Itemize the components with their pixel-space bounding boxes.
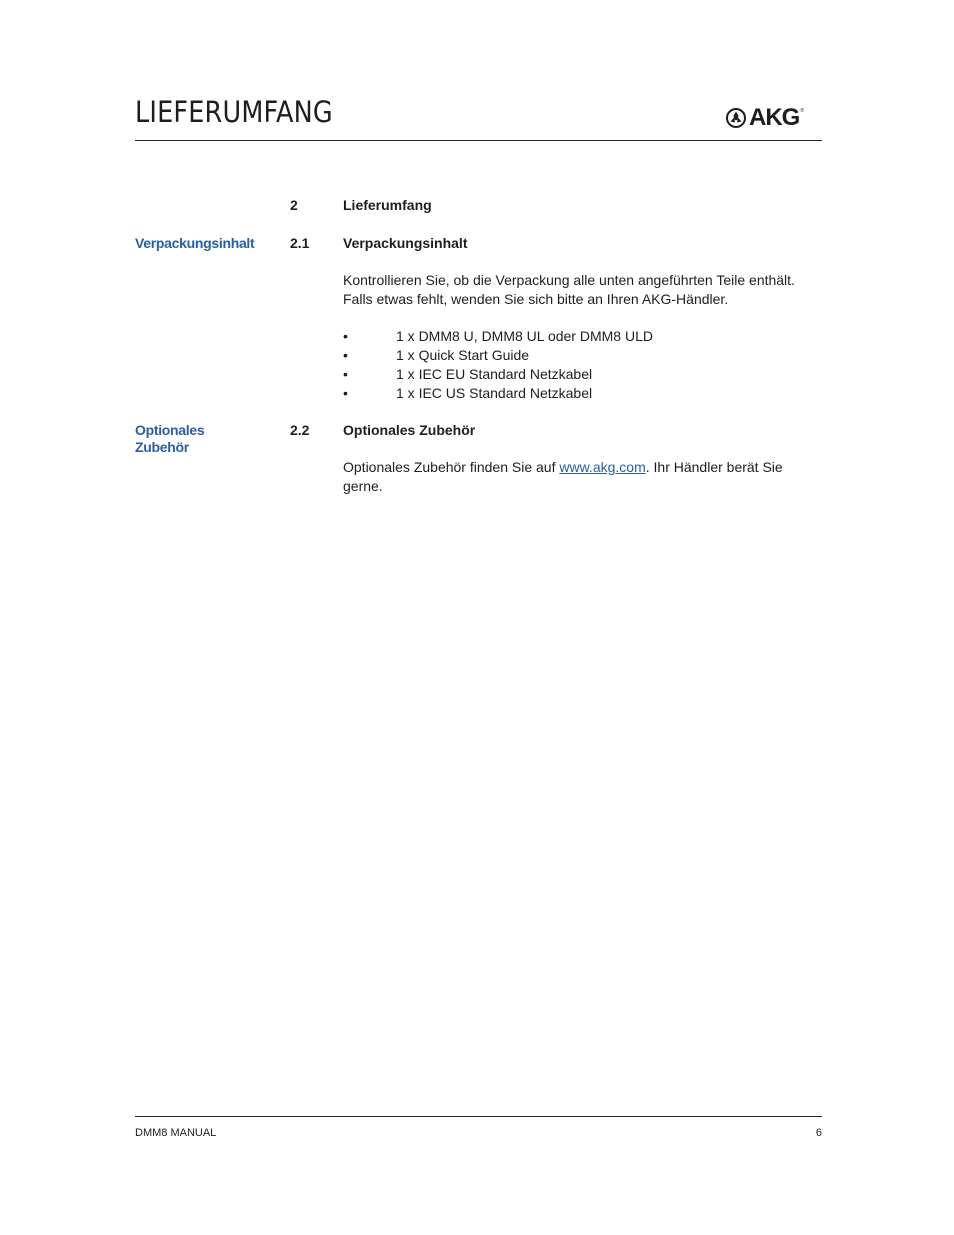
list-item-text: 1 x IEC EU Standard Netzkabel xyxy=(396,366,593,382)
contents-list xyxy=(343,327,653,403)
footer-rule xyxy=(135,1116,822,1117)
header-rule xyxy=(135,140,822,141)
list-item-text: 1 x IEC US Standard Netzkabel xyxy=(396,385,593,401)
list-item xyxy=(343,327,653,346)
footer-manual-title: DMM8 MANUAL xyxy=(135,1127,217,1139)
subsection-1-number: 2.1 xyxy=(290,235,310,251)
akg-website-link[interactable]: www.akg.com xyxy=(559,459,646,475)
page-number: 6 xyxy=(815,1127,822,1139)
side-label-line: Zubehör xyxy=(135,439,189,455)
list-item-text: 1 x Quick Start Guide xyxy=(396,347,530,363)
bullet: • xyxy=(343,328,348,344)
section-heading: Lieferumfang xyxy=(343,197,432,213)
subsection-2-heading: Optionales Zubehör xyxy=(343,422,476,438)
list-item xyxy=(343,365,653,384)
section-number: 2 xyxy=(290,197,298,213)
subsection-2-paragraph xyxy=(343,458,798,496)
subsection-1-heading: Verpackungsinhalt xyxy=(343,235,468,251)
subsection-2-number: 2.2 xyxy=(290,422,310,438)
page-title: LIEFERUMFANG xyxy=(135,95,333,129)
paragraph-text: . Ihr Händler berät Sie gerne. xyxy=(343,459,783,494)
side-label-line: Optionales xyxy=(135,422,205,438)
list-item xyxy=(343,346,653,365)
akg-emblem-icon xyxy=(726,108,746,128)
paragraph-text: Optionales Zubehör finden Sie auf xyxy=(343,459,560,475)
side-label-verpackungsinhalt: Verpackungsinhalt xyxy=(135,235,255,251)
subsection-1-paragraph: Kontrollieren Sie, ob die Verpackung alle unten angeführten Teile enthält. Falls etwas fehlt, wenden Sie sich bitte an Ihren AKG-Händler. xyxy=(343,272,795,307)
logo-trademark: ® xyxy=(800,108,805,114)
bullet: • xyxy=(343,366,348,382)
akg-logo xyxy=(726,106,804,130)
list-item-text: 1 x DMM8 U, DMM8 UL oder DMM8 ULD xyxy=(396,328,653,344)
side-label-optionales-zubehoer xyxy=(135,422,204,456)
logo-text: AKG xyxy=(749,104,800,131)
list-item xyxy=(343,384,653,403)
bullet: • xyxy=(343,385,348,401)
bullet: • xyxy=(343,347,348,363)
